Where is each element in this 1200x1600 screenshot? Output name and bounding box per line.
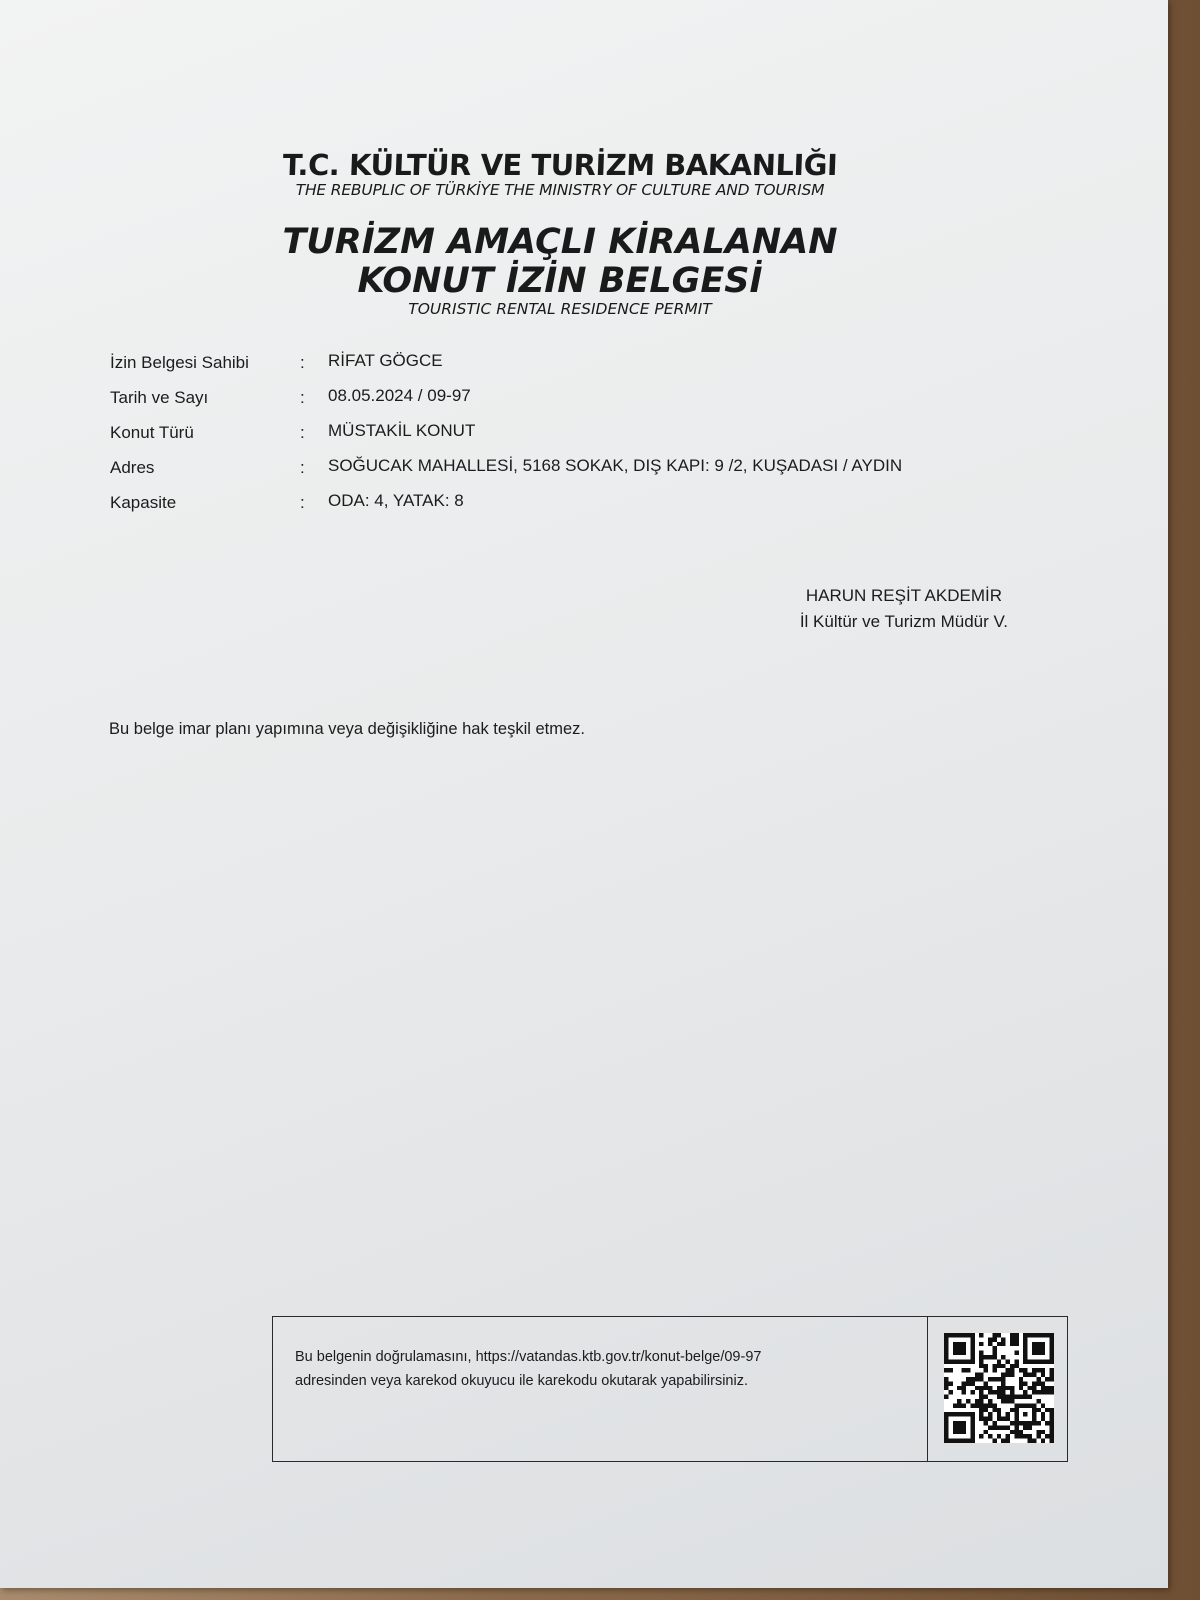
field-value: ODA: 4, YATAK: 8 [328, 491, 464, 510]
document-title-en: TOURISTIC RENTAL RESIDENCE PERMIT [408, 300, 712, 318]
signer-title: İl Kültür ve Turizm Müdür V. [799, 612, 1008, 631]
ministry-name-tr: T.C. KÜLTÜR VE TURİZM BAKANLIĞI [282, 148, 838, 182]
disclaimer-text: Bu belge imar planı yapımına veya değişikliğine hak teşkil etmez. [109, 720, 585, 738]
field-colon: : [300, 458, 305, 477]
field-value: 08.05.2024 / 09-97 [328, 386, 471, 405]
field-colon: : [300, 493, 305, 512]
signer-name: HARUN REŞİT AKDEMİR [805, 586, 1002, 605]
document-title-line2: KONUT İZİN BELGESİ [357, 261, 763, 301]
field-colon: : [300, 423, 305, 442]
field-label: İzin Belgesi Sahibi [110, 353, 249, 372]
field-label: Tarih ve Sayı [110, 388, 209, 407]
field-colon: : [300, 388, 305, 407]
field-label: Adres [110, 458, 155, 477]
field-value: MÜSTAKİL KONUT [328, 421, 476, 440]
field-label: Kapasite [110, 493, 177, 512]
document-title-line1: TURİZM AMAÇLI KİRALANAN [282, 222, 838, 262]
ministry-name-en: THE REBUPLIC OF TÜRKİYE THE MINISTRY OF CULTURE AND TOURISM [295, 181, 825, 199]
field-label: Konut Türü [110, 423, 194, 442]
signer-block [800, 586, 1008, 638]
verification-line1: Bu belgenin doğrulamasını, https://vatandas.ktb.gov.tr/konut-belge/09-97 [295, 1349, 762, 1365]
qr-code-icon[interactable] [944, 1333, 1054, 1443]
verification-line2: adresinden veya karekod okuyucu ile karekodu okutarak yapabilirsiniz. [295, 1373, 748, 1389]
verification-box [272, 1316, 1068, 1462]
field-colon: : [300, 353, 305, 372]
qr-cell [927, 1317, 1067, 1461]
field-value: SOĞUCAK MAHALLESİ, 5168 SOKAK, DIŞ KAPI: 9 /2, KUŞADASI / AYDIN [328, 456, 903, 475]
field-value: RİFAT GÖGCE [328, 351, 443, 370]
verification-text [295, 1345, 885, 1393]
